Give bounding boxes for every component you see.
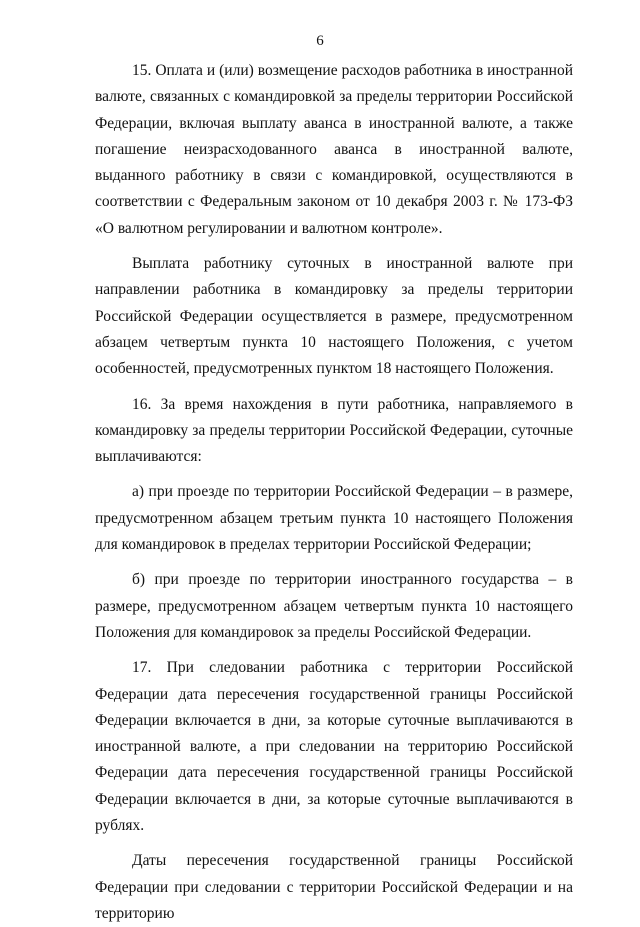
- paragraph-daily-allowance-foreign-currency: Выплата работнику суточных в иностранной валюте при направлении работника в командировку за пределы территории Российской Федерации осуществляется в размере, предусмотренном абзацем четвертым пункта 10 настоящего Положения, с учетом особенностей, предусмотренных пунктом 18 настоящего Положения.: [95, 255, 573, 378]
- paragraph-border-crossing-dates: Даты пересечения государственной границы Российской Федерации при следовании с территории Российской Федерации и на территорию: [95, 852, 573, 922]
- paragraph-16a-russia-territory: а) при проезде по территории Российской Федерации – в размере, предусмотренном абзацем третьим пункта 10 настоящего Положения для командировок в пределах территории Российской Федерации;: [95, 483, 573, 554]
- document-body: [95, 58, 573, 927]
- paragraph-17-border-crossing: 17. При следовании работника с территории Российской Федерации дата пересечения государственной границы Российской Федерации включается в дни, за которые суточные выплачиваются в иностранной валюте, а при следовании на территорию Российской Федерации дата пересечения государственной границы Российской Федерации включается в дни, за которые суточные выплачиваются в рублях.: [95, 659, 573, 835]
- paragraph-16-travel-time: 16. За время нахождения в пути работника, направляемого в командировку за пределы территории Российской Федерации, суточные выплачиваются:: [95, 395, 573, 466]
- paragraph-15-payment-in-foreign-currency: 15. Оплата и (или) возмещение расходов работника в иностранной валюте, связанных с командировкой за пределы территории Российской Федерации, включая выплату аванса в иностранной валюте, а также погашение неизрасходованного аванса в иностранной валюте, выданного работнику в связи с командировкой, осуществляются в соответствии с Федеральным законом от 10 декабря 2003 г. № 173-ФЗ «О валютном регулировании и валютном контроле».: [95, 62, 573, 237]
- paragraph-16b-foreign-territory: б) при проезде по территории иностранного государства – в размере, предусмотренном абзацем четвертым пункта 10 настоящего Положения для командировок за пределы Российской Федерации.: [95, 571, 573, 641]
- page-number: 6: [316, 33, 324, 49]
